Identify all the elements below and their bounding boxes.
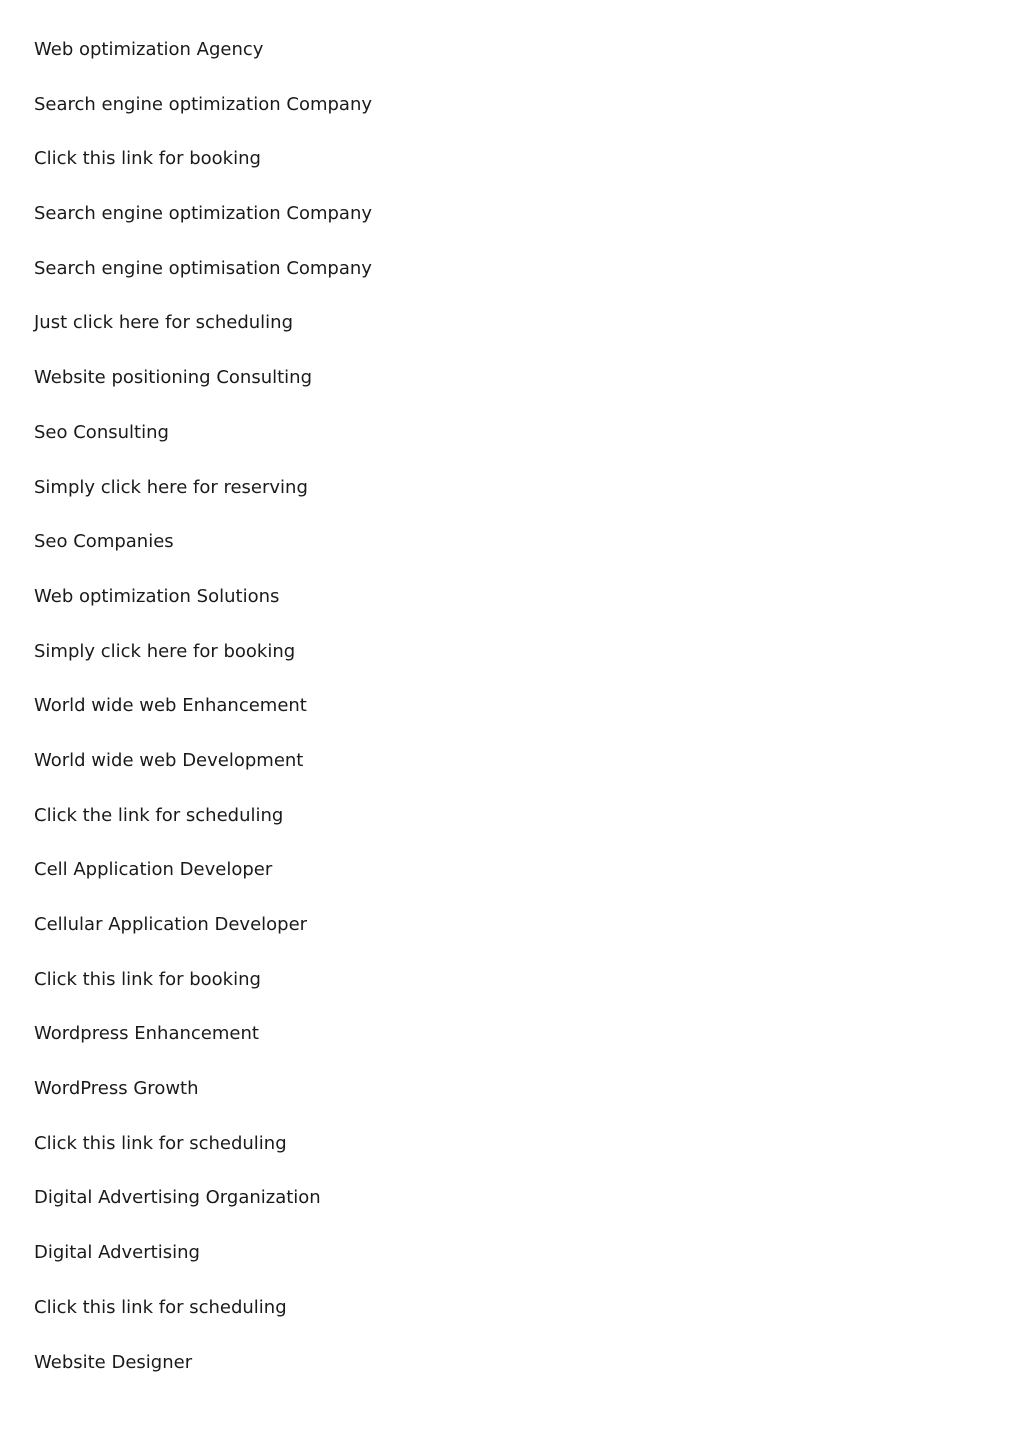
- link-website-designer[interactable]: Website Designer: [34, 1351, 193, 1373]
- link-seo-companies[interactable]: Seo Companies: [34, 531, 174, 553]
- list-item: [34, 528, 372, 583]
- link-booking[interactable]: Click this link for booking: [34, 968, 261, 990]
- link-search-engine-optimization-company[interactable]: Search engine optimization Company: [34, 203, 373, 225]
- link-web-optimization-agency[interactable]: Web optimization Agency: [34, 39, 264, 60]
- list-item: [34, 966, 372, 1021]
- list-item: [34, 1075, 372, 1130]
- link-seo-consulting[interactable]: Seo Consulting: [34, 421, 169, 443]
- link-scheduling[interactable]: Click the link for scheduling: [34, 804, 284, 826]
- list-item: [34, 911, 372, 966]
- link-website-positioning-consulting[interactable]: Website positioning Consulting: [34, 367, 312, 389]
- list-item: [34, 364, 372, 419]
- link-scheduling[interactable]: Just click here for scheduling: [34, 312, 293, 334]
- list-item: [34, 692, 372, 747]
- link-scheduling[interactable]: Click this link for scheduling: [34, 1132, 287, 1154]
- list-item: [34, 419, 372, 474]
- list-item: [34, 747, 372, 802]
- link-world-wide-web-development[interactable]: World wide web Development: [34, 749, 304, 771]
- list-item: [34, 36, 372, 91]
- list-item: [34, 474, 372, 529]
- list-item: [34, 802, 372, 857]
- link-digital-advertising-organization[interactable]: Digital Advertising Organization: [34, 1187, 321, 1209]
- link-list: [34, 36, 372, 1403]
- list-item: [34, 856, 372, 911]
- list-item: [34, 583, 372, 638]
- link-cell-application-developer[interactable]: Cell Application Developer: [34, 859, 273, 881]
- list-item: [34, 309, 372, 364]
- link-booking[interactable]: Simply click here for booking: [34, 640, 296, 662]
- list-item: [34, 638, 372, 693]
- link-scheduling[interactable]: Click this link for scheduling: [34, 1296, 287, 1318]
- list-item: [34, 255, 372, 310]
- link-wordpress-growth[interactable]: WordPress Growth: [34, 1078, 199, 1100]
- link-wordpress-enhancement[interactable]: Wordpress Enhancement: [34, 1023, 259, 1045]
- list-item: [34, 200, 372, 255]
- link-digital-advertising[interactable]: Digital Advertising: [34, 1242, 200, 1264]
- link-reserving[interactable]: Simply click here for reserving: [34, 476, 308, 498]
- link-search-engine-optimisation-company[interactable]: Search engine optimisation Company: [34, 257, 372, 279]
- list-item: [34, 1020, 372, 1075]
- link-world-wide-web-enhancement[interactable]: World wide web Enhancement: [34, 695, 307, 717]
- link-search-engine-optimization-company[interactable]: Search engine optimization Company: [34, 93, 373, 115]
- link-web-optimization-solutions[interactable]: Web optimization Solutions: [34, 585, 280, 607]
- list-item: [34, 1294, 372, 1349]
- list-item: [34, 1184, 372, 1239]
- list-item: [34, 145, 372, 200]
- list-item: [34, 1239, 372, 1294]
- list-item: [34, 1130, 372, 1185]
- link-booking[interactable]: Click this link for booking: [34, 148, 261, 170]
- list-item: [34, 1349, 372, 1404]
- link-cellular-application-developer[interactable]: Cellular Application Developer: [34, 914, 308, 935]
- list-item: [34, 91, 372, 146]
